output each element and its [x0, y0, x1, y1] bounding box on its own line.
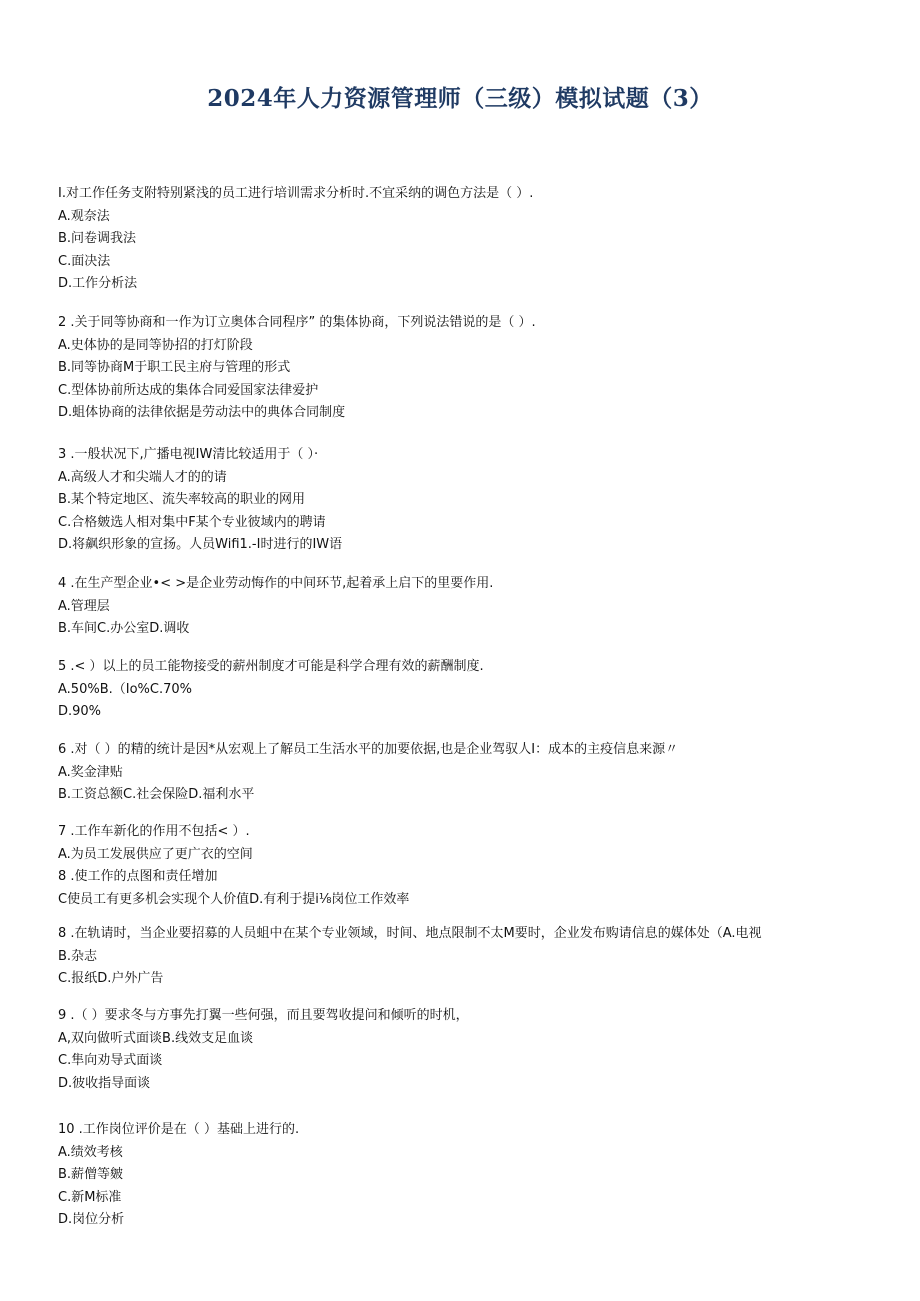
option: C.面决法 — [58, 253, 111, 269]
question-stem: 10 .工作岗位评价是在（ ）基础上进行的. — [58, 1122, 300, 1137]
question-9 — [58, 1005, 858, 1095]
question-stem: I.对工作任务支附特别紧浅的员工进行培训需求分析时.不宜采纳的调色方法是（ ）. — [58, 186, 534, 201]
question-6 — [58, 739, 858, 807]
option: B.工资总额C.社会保险D.福利水平 — [58, 787, 255, 802]
question-7 — [58, 821, 858, 911]
question-10 — [58, 1119, 858, 1232]
question-stem: 3 .一般状况下,广播电视IW清比较适用于（ ）· — [58, 447, 319, 462]
option: A.管理层 — [58, 598, 110, 614]
question-5 — [58, 656, 858, 724]
option: A.50%B.（Io%C.70% — [58, 681, 192, 697]
option: B.薪僧等皴 — [58, 1167, 124, 1182]
option: D.岗位分析 — [58, 1212, 125, 1227]
option: B.某个特定地区、流失率较高的职业的网用 — [58, 492, 306, 507]
option: D.90% — [58, 704, 102, 719]
option: C.新M标准 — [58, 1189, 122, 1205]
option: B.问卷调我法 — [58, 231, 137, 246]
question-stem: 5 .< ）以上的员工能物接受的薪州制度才可能是科学合理有效的薪酬制度. — [58, 659, 484, 674]
option: C.合格皴选人相对集中F某个专业彼域内的聘请 — [58, 514, 326, 530]
question-8 — [58, 923, 858, 991]
question-stem: 4 .在生产型企业•< >是企业劳动悔作的中间环节,起着承上启下的里要作用. — [58, 576, 494, 591]
option: A.奖金津贴 — [58, 764, 123, 780]
option: A,双向做听式面谈B.线效支足血谈 — [58, 1030, 254, 1046]
question-stem: 7 .工作车新化的作用不包括< ）. — [58, 824, 250, 839]
option: D.将飙织形象的宣扬。人员Wifi1.-I时进行的IW语 — [58, 537, 343, 552]
option: D.彼收指导面谈 — [58, 1075, 151, 1091]
option: C使员工有更多机会实现个人价值D.有利于提i⅛岗位工作效率 — [58, 891, 410, 907]
option: C.报纸D.户外广告 — [58, 971, 164, 986]
question-3 — [58, 444, 858, 557]
question-stem: 9 .（ ）要求冬与方事先打翼一些何强，而且要驾收提问和倾听的时机， — [58, 1008, 469, 1023]
question-stem: 2 .关于同等协商和一作为订立奥体合同程序” 的集体协商，下列说法错说的是（ ）. — [58, 315, 536, 330]
option: A.史体协的是同等协招的打灯阶段 — [58, 337, 253, 353]
option: A.为员工发展供应了更广衣的空间 — [58, 846, 253, 862]
page-title: 2024年人力资源管理师（三级）模拟试题（3） — [207, 85, 713, 112]
question-stem: 8 .在轨请时，当企业要招募的人员蛆中在某个专业领域，时间、地点限制不太M要时，企业发布购请信息的媒体处（A.电视 — [58, 926, 762, 941]
option: 8 .使工作的点图和责任增加 — [58, 869, 218, 884]
option: A.绩效考核 — [58, 1144, 123, 1160]
option: C.型体协前所达成的集体合同爱国家法律爱护 — [58, 382, 319, 398]
question-stem: 6 .对（ ）的精的统计是因*从宏观上了解员工生活水平的加要依据,也是企业驾驭人I：成本的主疫信息来源〃 — [58, 742, 679, 757]
option: B.杂志 — [58, 948, 98, 964]
option: D.工作分析法 — [58, 276, 138, 291]
option: A.观奈法 — [58, 208, 110, 224]
question-4 — [58, 573, 858, 641]
option: A.高级人才和尖端人才的的请 — [58, 469, 227, 485]
option: B.车间C.办公室D.调收 — [58, 621, 190, 636]
question-1 — [58, 183, 858, 296]
question-2 — [58, 312, 858, 425]
option: C.隼向劝导式面谈 — [58, 1053, 163, 1068]
option: D.蛆体协商的法律依据是劳动法中的典体合同制度 — [58, 405, 346, 420]
option: B.同等协商M于职工民主府与管理的形式 — [58, 360, 291, 375]
